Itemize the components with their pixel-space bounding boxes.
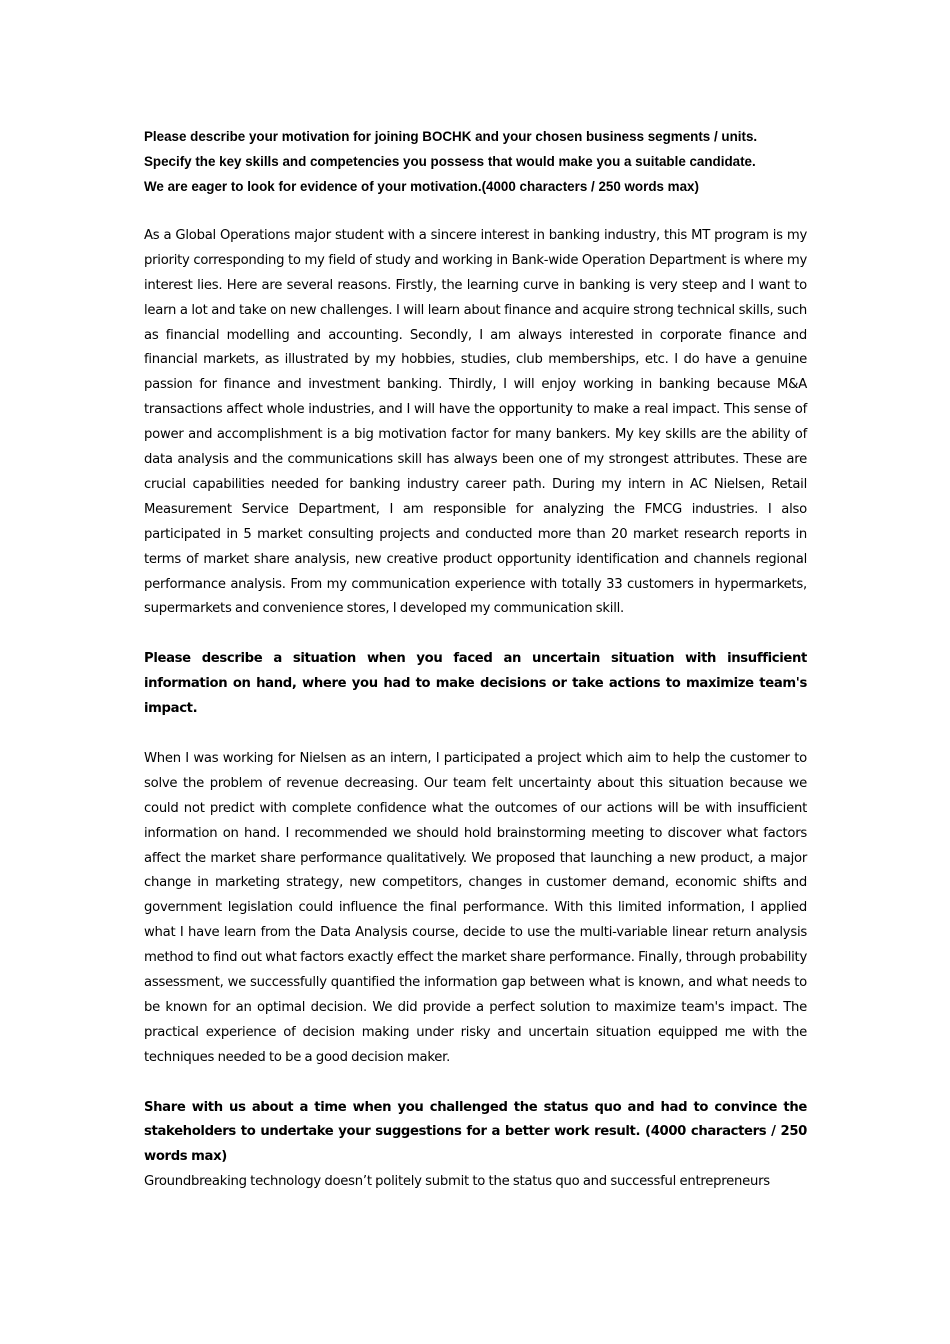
question-3-heading: Share with us about a time when you challenged the status quo and had to convince the stakeholders to undertake your suggestions for a better work result. (4000 characters / 250 words max) — [144, 1099, 807, 1165]
document-page — [144, 124, 807, 1195]
paragraph-spacer — [144, 722, 807, 747]
question-1-line: Please describe your motivation for joining BOCHK and your chosen business segments / units. — [144, 129, 758, 144]
paragraph-spacer — [144, 622, 807, 647]
answer-3-paragraph: Groundbreaking technology doesn’t politely submit to the status quo and successful entrepreneurs — [144, 1174, 770, 1190]
answer-1-paragraph: As a Global Operations major student with a sincere interest in banking industry, this MT program is my priority corresponding to my field of study and working in Bank-wide Operation Department is where my interest lies. Here are several reasons. Firstly, the learning curve in banking is very steep and I want to learn a lot and take on new challenges. I will learn about finance and acquire strong technical skills, such as financial modelling and accounting. Secondly, I am always interested in corporate finance and financial markets, as illustrated by my hobbies, studies, club memberships, etc. I do have a genuine passion for finance and investment banking. Thirdly, I will enjoy working in banking because M&A transactions affect whole industries, and I will have the opportunity to make a real impact. This sense of power and accomplishment is a big motivation factor for many bankers. My key skills are the ability of data analysis and the communications skill has always been one of my strongest attributes. These are crucial capabilities needed for banking industry career path. During my intern in AC Nielsen, Retail Measurement Service Department, I am responsible for analyzing the FMCG industries. I also participated in 5 market consulting projects and conducted more than 20 market research reports in terms of market share analysis, new creative product opportunity identification and channels regional performance analysis. From my communication experience with totally 33 customers in hypermarkets, supermarkets and convenience stores, I developed my communication skill. — [144, 227, 807, 617]
question-1-line: We are eager to look for evidence of your motivation.(4000 characters / 250 words max) — [144, 179, 699, 194]
answer-2-paragraph: When I was working for Nielsen as an intern, I participated a project which aim to help the customer to solve the problem of revenue decreasing. Our team felt uncertainty about this situation because we could not predict with complete confidence what the outcomes of our actions will be with insufficient information on hand. I recommended we should hold brainstorming meeting to discover what factors affect the market share performance qualitatively. We proposed that launching a new product, a major change in marketing strategy, new competitors, changes in customer demand, economic shifts and government legislation could influence the final performance. With this limited information, I applied what I have learn from the Data Analysis course, decide to use the multi-variable linear return analysis method to find out what factors exactly effect the market share performance. Finally, through probability assessment, we successfully quantified the information gap between what is known, and what needs to be known for an optimal decision. We did provide a perfect solution to maximize team's impact. The practical experience of decision making under risky and uncertain situation equipped me with the techniques needed to be a good decision maker. — [144, 750, 807, 1065]
paragraph-spacer — [144, 1071, 807, 1096]
question-1-heading — [144, 124, 807, 199]
question-2-heading: Please describe a situation when you faced an uncertain situation with insufficient information on hand, where you had to make decisions or take actions to maximize team's impact. — [144, 651, 807, 717]
paragraph-spacer — [144, 199, 807, 224]
question-1-line: Specify the key skills and competencies you possess that would make you a suitable candidate. — [144, 154, 756, 169]
